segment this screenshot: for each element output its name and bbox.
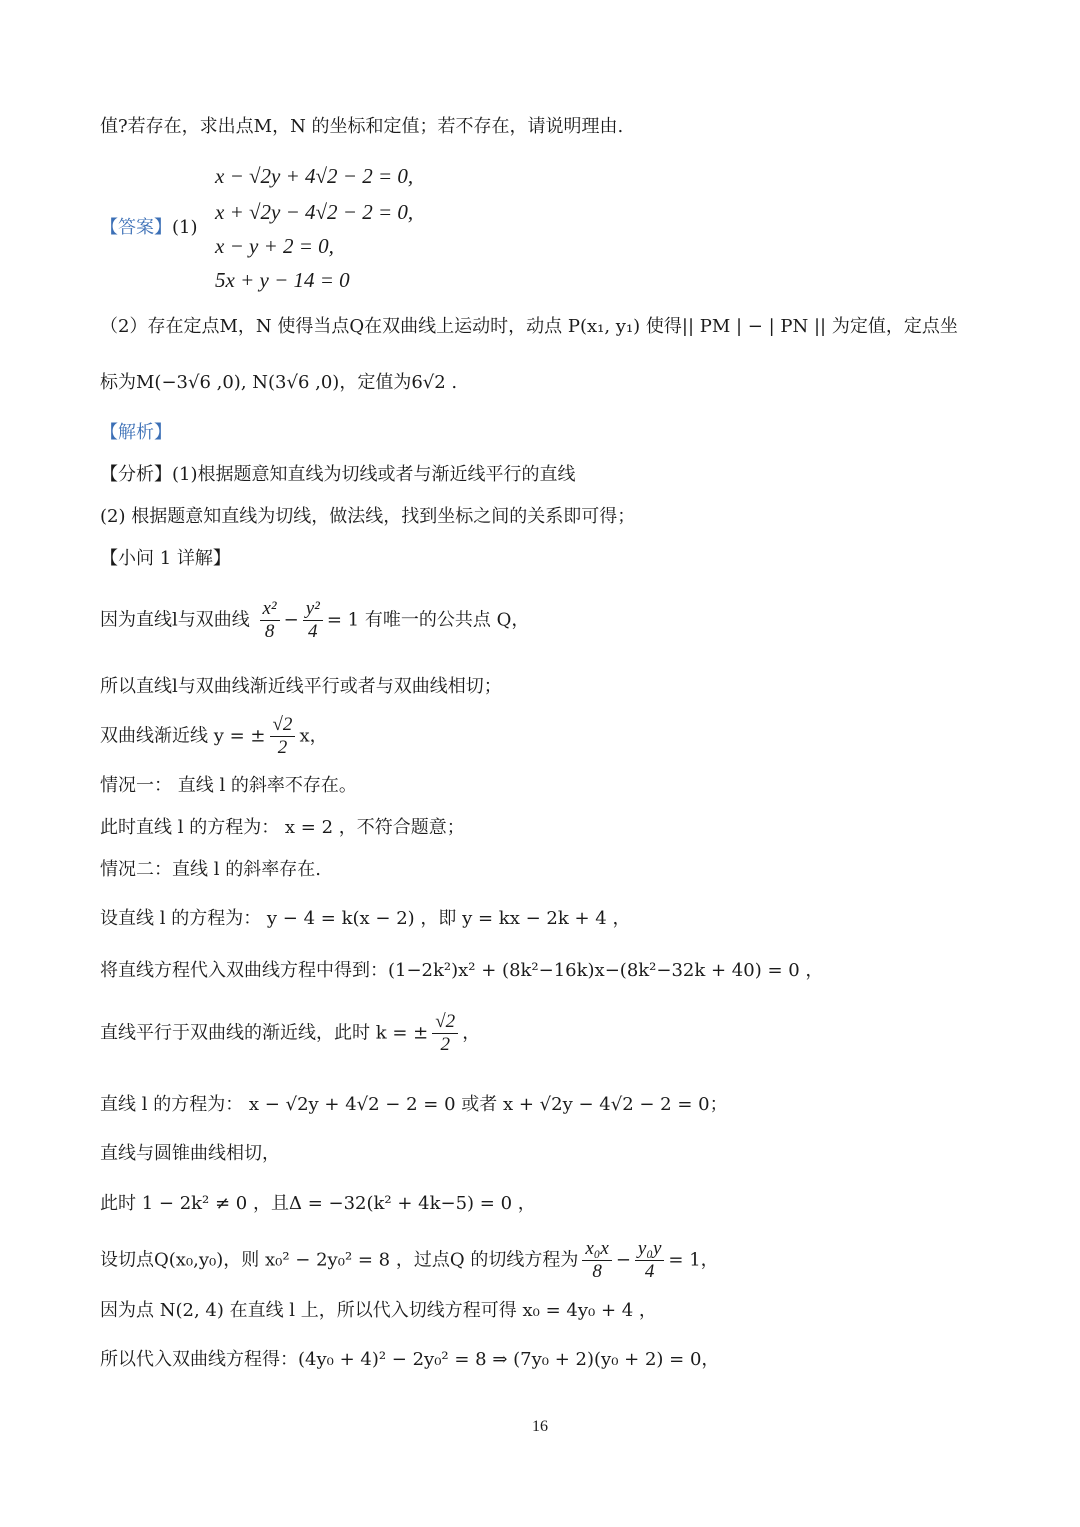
text-line-part2-coords: 标为M(−3√6 ,0), N(3√6 ,0)，定值为6√2 .: [100, 372, 458, 393]
answer-label-line: [100, 215, 198, 241]
text-segment: x，: [299, 725, 328, 747]
fraction-y0y-over-4: $\frac{\text{y₀y}}{4}$: [635, 1238, 664, 1283]
text-segment: 设切点Q(x₀,y₀)，则 x₀² − 2y₀² = 8 ，过点Q 的切线方程为: [100, 1249, 579, 1271]
text-line-analysis-1: 【分析】(1)根据题意知直线为切线或者与渐近线平行的直线: [100, 464, 576, 485]
text-line-analysis-2: (2) 根据题意知直线为切线，做法线，找到坐标之间的关系即可得；: [100, 506, 636, 527]
fraction-x2-over-8: $\frac{\text{x²}}{8}$: [260, 598, 280, 643]
text-line-point-on-line: 因为点 N(2, 4) 在直线 l 上，所以代入切线方程可得 x₀ = 4y₀ + 4 ，: [100, 1300, 657, 1321]
text-segment: = 1，: [668, 1249, 719, 1271]
answer-equation-1: x − √2y + 4√2 − 2 = 0,: [215, 164, 414, 188]
page-number: 16: [532, 1418, 548, 1435]
fraction-x0x-over-8: $\frac{\text{x₀x}}{8}$: [582, 1238, 611, 1283]
text-segment: 因为直线l与双曲线: [100, 609, 250, 631]
answer-equation-4: 5x + y − 14 = 0: [215, 268, 350, 292]
text-line-final-substitution: 所以代入双曲线方程得：(4y₀ + 4)² − 2y₀² = 8 ⇒ (7y₀ + 2)(y₀ + 2) = 0，: [100, 1349, 720, 1370]
text-line-case-1: 情况一： 直线 l 的斜率不存在。: [100, 775, 357, 796]
minus-sign: −: [283, 609, 299, 631]
text-line-tangent-case: 直线与圆锥曲线相切，: [100, 1143, 280, 1164]
text-line-conclusion-request: 值?若存在，求出点M，N 的坐标和定值；若不存在，请说明理由.: [100, 116, 624, 137]
answer-tag: 【答案】: [100, 217, 172, 238]
text-segment: ，: [462, 1022, 481, 1044]
text-segment: = 1 有唯一的公共点 Q，: [326, 609, 530, 631]
text-line-hyperbola: [100, 598, 529, 643]
text-line-case-2: 情况二：直线 l 的斜率存在.: [100, 859, 321, 880]
fraction-y2-over-4: $\frac{\text{y²}}{4}$: [303, 598, 323, 643]
text-line-parallel-equations: 直线 l 的方程为： x − √2y + 4√2 − 2 = 0 或者 x + √2y − 4√2 − 2 = 0；: [100, 1094, 728, 1115]
subquestion-1-heading: 【小问 1 详解】: [100, 548, 231, 569]
text-line-part2-answer: （2）存在定点M，N 使得当点Q在双曲线上运动时，动点 P(x₁, y₁) 使得|| PM | − | PN || 为定值，定点坐: [100, 316, 958, 337]
text-line-line-equation: 设直线 l 的方程为： y − 4 = k(x − 2) ，即 y = kx − 2k + 4 ，: [100, 908, 631, 929]
text-line-case-1-equation: 此时直线 l 的方程为： x = 2 ，不符合题意；: [100, 817, 465, 838]
text-line-parallel-slope: [100, 1011, 480, 1056]
minus-sign: −: [615, 1249, 631, 1271]
answer-part-1: (1): [172, 217, 198, 238]
analysis-tag: 【解析】: [100, 422, 172, 443]
text-segment: 双曲线渐近线 y = ±: [100, 725, 266, 747]
text-line-asymptote: [100, 714, 328, 759]
text-line-discriminant: 此时 1 − 2k² ≠ 0 ，且Δ = −32(k² + 4k−5) = 0 ，: [100, 1193, 536, 1214]
fraction-sqrt2-over-2: $\frac{√2}{2}$: [432, 1011, 458, 1056]
answer-equation-3: x − y + 2 = 0,: [215, 234, 334, 258]
text-line-substitution: 将直线方程代入双曲线方程中得到：(1−2k²)x² + (8k²−16k)x−(8k²−32k + 40) = 0 ，: [100, 960, 824, 981]
answer-equation-2: x + √2y − 4√2 − 2 = 0,: [215, 200, 414, 224]
text-line-tangent-point: [100, 1238, 719, 1283]
text-segment: 直线平行于双曲线的渐近线，此时 k = ±: [100, 1022, 429, 1044]
fraction-sqrt2-over-2: $\frac{√2}{2}$: [270, 714, 296, 759]
text-line-tangent-or-parallel: 所以直线l与双曲线渐近线平行或者与双曲线相切；: [100, 676, 502, 697]
